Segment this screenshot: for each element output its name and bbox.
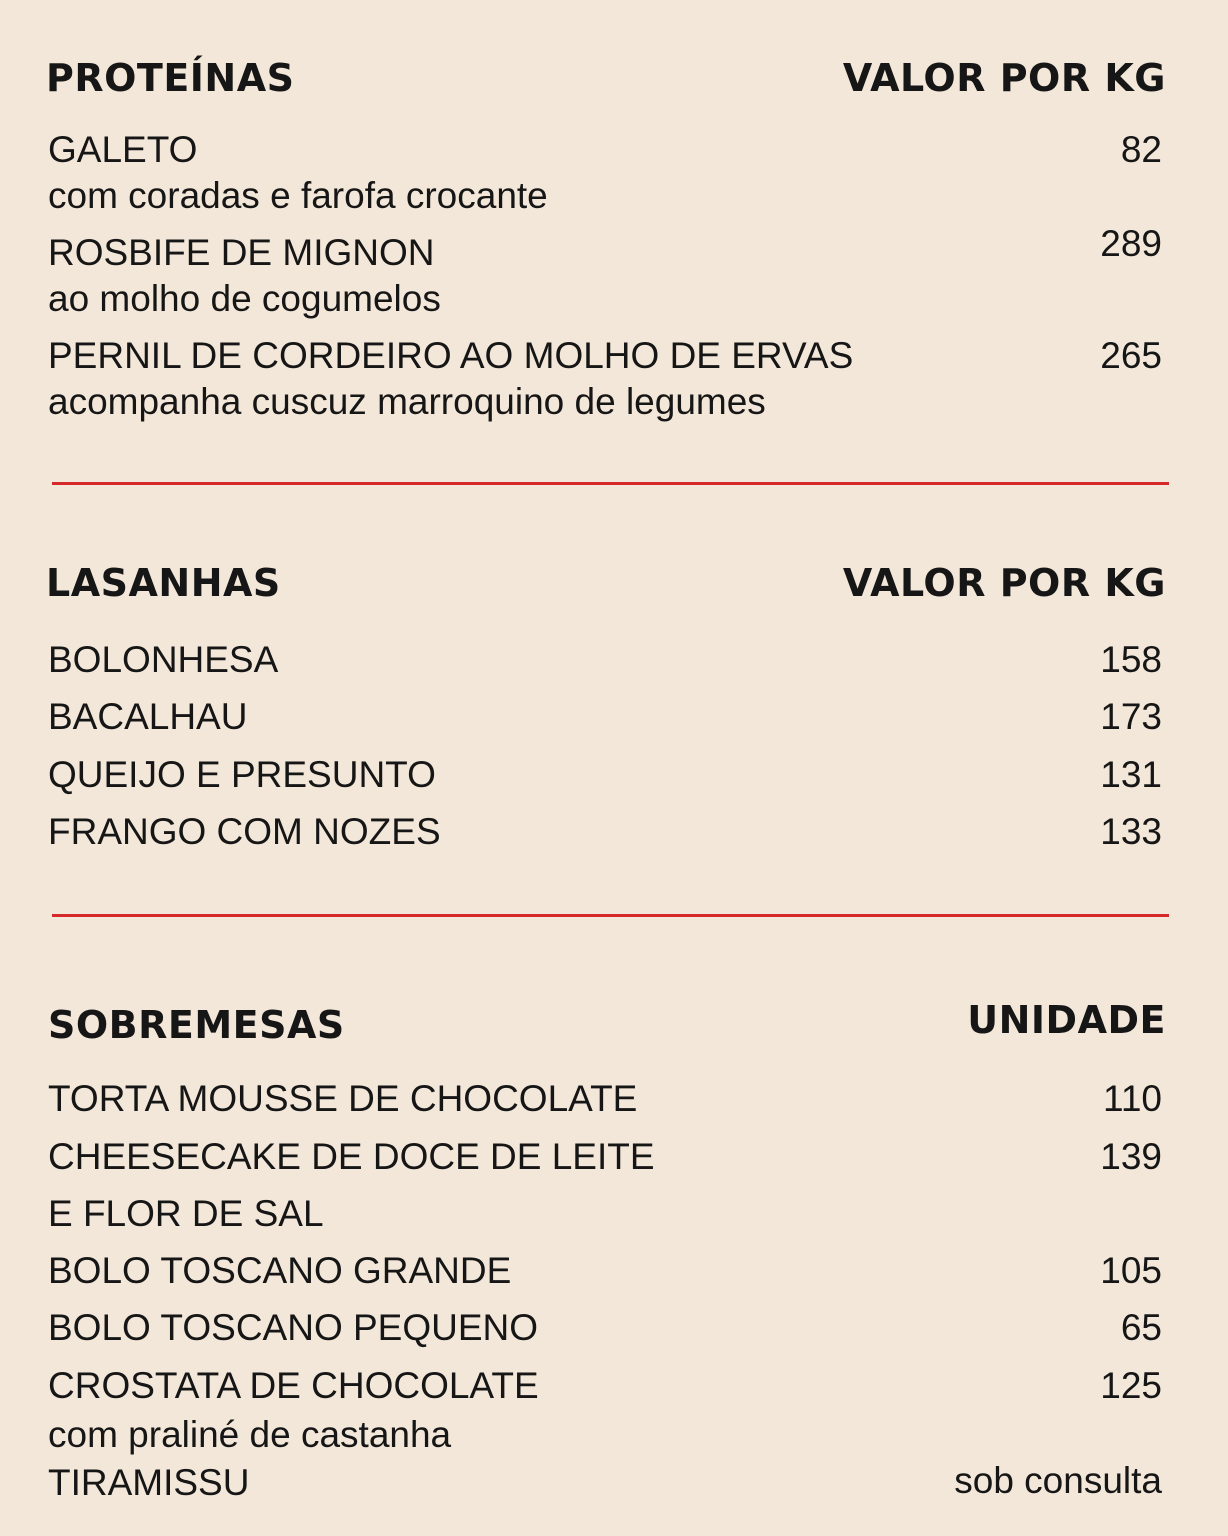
item-price: 173 xyxy=(1100,696,1162,737)
item-name: PERNIL DE CORDEIRO AO MOLHO DE ERVAS xyxy=(48,335,854,376)
item-description: com coradas e farofa crocante xyxy=(48,175,548,216)
item-price: 110 xyxy=(1103,1078,1162,1119)
section-divider xyxy=(52,482,1169,485)
item-name: BOLO TOSCANO PEQUENO xyxy=(48,1307,539,1348)
section-title-sobremesas: SOBREMESAS xyxy=(48,1003,345,1047)
item-description: acompanha cuscuz marroquino de legumes xyxy=(48,381,766,422)
item-price: sob consulta xyxy=(954,1460,1162,1501)
item-price: 105 xyxy=(1100,1250,1162,1291)
section-unit-header: UNIDADE xyxy=(967,998,1166,1042)
item-price: 65 xyxy=(1120,1307,1162,1348)
item-price: 133 xyxy=(1100,811,1162,852)
section-unit-header: VALOR POR KG xyxy=(842,56,1166,100)
item-price: 139 xyxy=(1100,1136,1162,1177)
item-name: ROSBIFE DE MIGNON xyxy=(48,232,435,273)
section-title-proteinas: PROTEÍNAS xyxy=(46,56,295,100)
item-name: CHEESECAKE DE DOCE DE LEITE xyxy=(48,1136,655,1177)
section-unit-header: VALOR POR KG xyxy=(842,561,1166,605)
item-name: BACALHAU xyxy=(48,696,248,737)
item-name: QUEIJO E PRESUNTO xyxy=(48,754,436,795)
item-price: 265 xyxy=(1100,335,1162,376)
item-description: com praliné de castanha xyxy=(48,1414,452,1455)
item-name: CROSTATA DE CHOCOLATE xyxy=(48,1365,539,1406)
item-price: 125 xyxy=(1100,1365,1162,1406)
item-name: BOLO TOSCANO GRANDE xyxy=(48,1250,512,1291)
section-title-lasanhas: LASANHAS xyxy=(46,561,281,605)
item-name: FRANGO COM NOZES xyxy=(48,811,441,852)
item-price: 158 xyxy=(1100,639,1162,680)
item-description: ao molho de cogumelos xyxy=(48,278,441,319)
section-divider xyxy=(52,914,1169,917)
item-price: 289 xyxy=(1100,223,1162,264)
item-name: BOLONHESA xyxy=(48,639,279,680)
item-name-continued: E FLOR DE SAL xyxy=(48,1193,324,1234)
item-price: 82 xyxy=(1120,129,1162,170)
item-name: TIRAMISSU xyxy=(48,1462,250,1503)
item-name: GALETO xyxy=(48,129,198,170)
item-name: TORTA MOUSSE DE CHOCOLATE xyxy=(48,1078,638,1119)
item-price: 131 xyxy=(1100,754,1162,795)
